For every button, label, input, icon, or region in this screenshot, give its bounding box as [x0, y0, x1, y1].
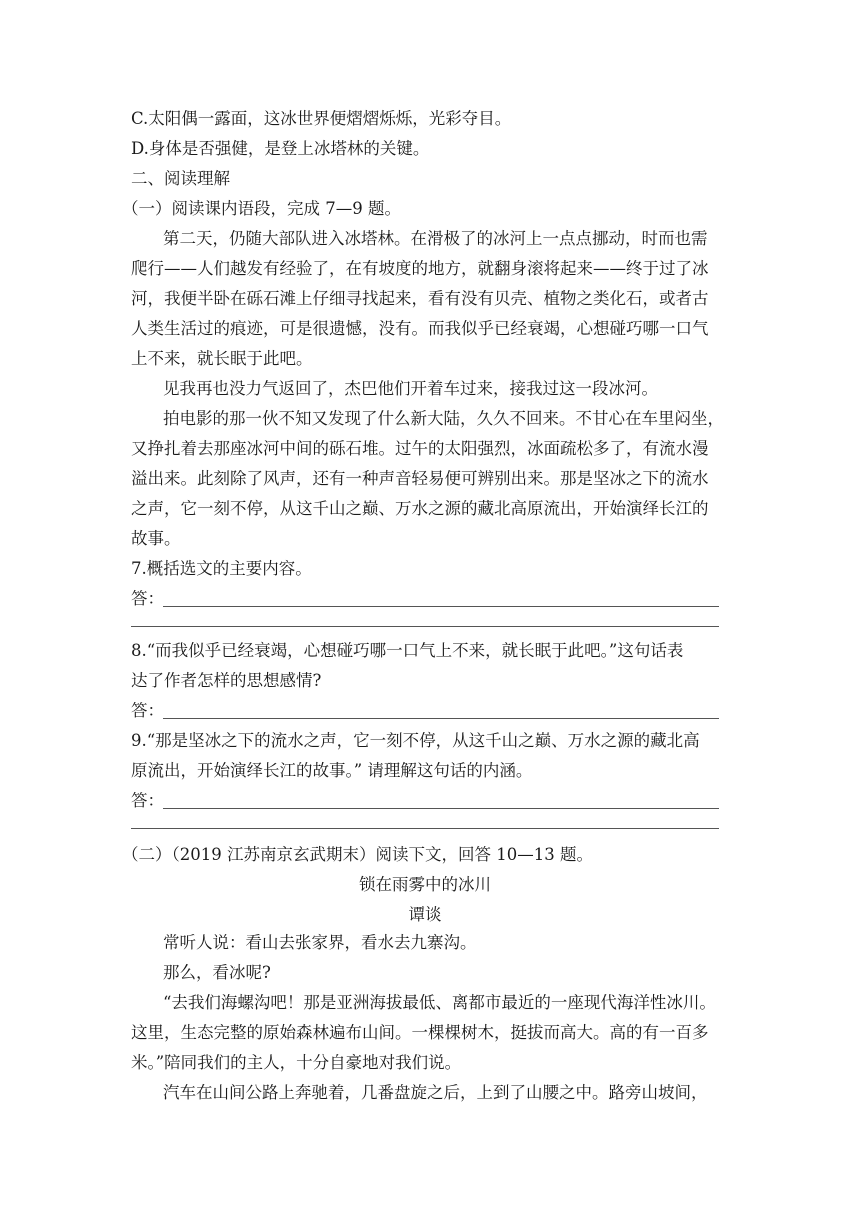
- answer-line[interactable]: [163, 808, 719, 809]
- article-line: 那么，看冰呢?: [163, 963, 271, 982]
- question-7: 7.概括选文的主要内容。: [131, 559, 312, 578]
- article-author: 谭谈: [408, 905, 442, 924]
- question-8: 8.“而我似乎已经衰竭，心想碰巧哪一口气上不来，就长眠于此吧。”这句话表: [131, 641, 684, 660]
- answer-line[interactable]: [163, 718, 719, 719]
- article-line: 米。”陪同我们的主人，十分自豪地对我们说。: [131, 1053, 462, 1072]
- passage-line: 故事。: [131, 529, 181, 548]
- passage-line: 人类生活过的痕迹，可是很遗憾，没有。而我似乎已经衰竭，心想碰巧哪一口气: [131, 319, 709, 338]
- answer-label: 答：: [131, 701, 164, 720]
- question-9: 9.“那是坚冰之下的流水之声，它一刻不停，从这千山之巅、万水之源的藏北高: [131, 731, 700, 750]
- answer-label: 答：: [131, 791, 164, 810]
- passage-line: 河，我便半卧在砾石滩上仔细寻找起来，看有没有贝壳、植物之类化石，或者古: [131, 289, 709, 308]
- option-d: D.身体是否强健，是登上冰塔林的关键。: [131, 139, 430, 158]
- passage-line: 爬行——人们越发有经验了，在有坡度的地方，就翻身滚将起来——终于过了冰: [131, 259, 709, 278]
- passage-line: 又挣扎着去那座冰河中间的砾石堆。过午的太阳强烈，冰面疏松多了，有流水漫: [131, 439, 709, 458]
- article-line: 这里，生态完整的原始森林遍布山间。一棵棵树木，挺拔而高大。高的有一百多: [131, 1023, 709, 1042]
- passage-line: 之声，它一刻不停，从这千山之巅、万水之源的藏北高原流出，开始演绎长江的: [131, 499, 709, 518]
- question-9-cont: 原流出，开始演绎长江的故事。” 请理解这句话的内涵。: [131, 761, 533, 780]
- subsection-heading-1: （一）阅读课内语段，完成 7—9 题。: [122, 199, 401, 218]
- passage-line: 上不来，就长眠于此吧。: [131, 349, 313, 368]
- section-heading-reading: 二、阅读理解: [131, 169, 230, 188]
- passage-line: 见我再也没力气返回了，杰巴他们开着车过来，接我过这一段冰河。: [163, 379, 658, 398]
- article-line: 常听人说：看山去张家界，看水去九寨沟。: [163, 933, 477, 952]
- option-c: C.太阳偶一露面，这冰世界便熠熠烁烁，光彩夺目。: [131, 109, 512, 128]
- article-title: 锁在雨雾中的冰川: [359, 875, 491, 894]
- passage-line: 溢出来。此刻除了风声，还有一种声音轻易便可辨别出来。那是坚冰之下的流水: [131, 469, 709, 488]
- subsection-heading-2: （二）（2019 江苏南京玄武期末）阅读下文，回答 10—13 题。: [122, 845, 593, 864]
- question-8-cont: 达了作者怎样的思想感情?: [131, 671, 322, 690]
- answer-line[interactable]: [131, 626, 719, 627]
- passage-line: 第二天，仍随大部队进入冰塔林。在滑极了的冰河上一点点挪动，时而也需: [163, 229, 708, 248]
- article-line: 汽车在山间公路上奔驰着，几番盘旋之后，上到了山腰之中。路旁山坡间，: [163, 1083, 708, 1102]
- answer-line[interactable]: [131, 828, 719, 829]
- article-line: “去我们海螺沟吧！那是亚洲海拔最低、离都市最近的一座现代海洋性冰川。: [163, 993, 716, 1012]
- answer-label: 答：: [131, 589, 164, 608]
- passage-line: 拍电影的那一伙不知又发现了什么新大陆，久久不回来。不甘心在车里闷坐，: [163, 409, 724, 428]
- answer-line[interactable]: [163, 606, 719, 607]
